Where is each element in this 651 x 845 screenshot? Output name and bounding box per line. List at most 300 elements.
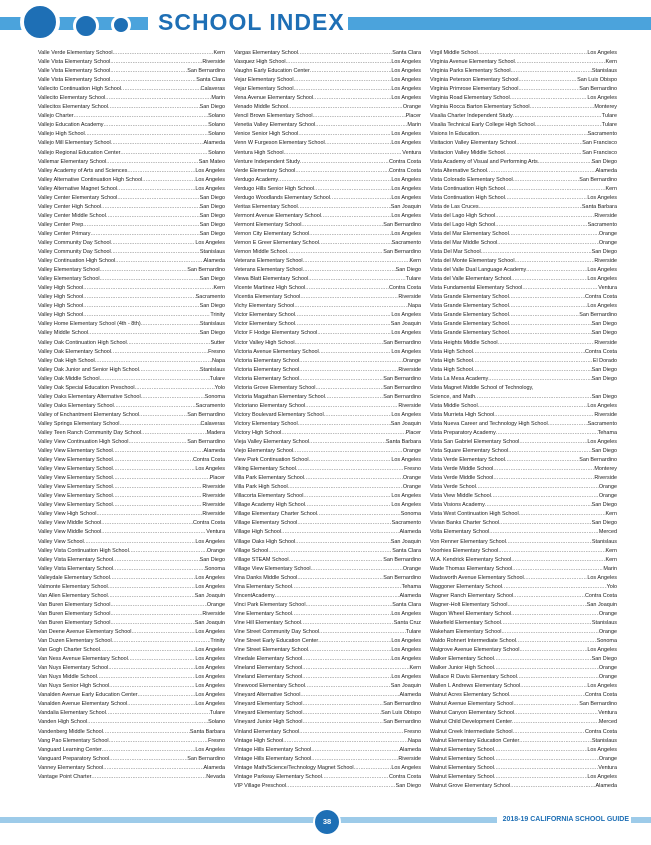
school-name: Vinci Park Elementary School (234, 601, 306, 608)
county-name: Marin (603, 565, 617, 572)
county-name: San Bernardino (383, 339, 421, 346)
index-entry (430, 158, 617, 167)
school-name: Vallejo Education Academy (38, 122, 104, 129)
school-name: Van Nuys Senior High School (38, 683, 110, 690)
dot-leader (108, 583, 196, 592)
county-name: San Francisco (582, 140, 617, 147)
dot-leader (324, 411, 392, 420)
dot-leader (315, 121, 407, 130)
index-entry (430, 103, 617, 112)
school-name: Vina Elementary School (234, 583, 292, 590)
dot-leader (498, 339, 595, 348)
county-name: Alameda (595, 167, 617, 174)
county-name: Los Angeles (391, 140, 421, 147)
school-name: Village High School (234, 529, 282, 536)
county-name: Kern (605, 185, 617, 192)
index-entry (38, 139, 225, 148)
dot-leader (538, 158, 592, 167)
dot-leader (494, 773, 587, 782)
county-name: Riverside (202, 484, 225, 491)
index-entry (234, 130, 421, 139)
header-dot-large (20, 2, 60, 42)
dot-leader (501, 628, 598, 637)
index-entry (430, 565, 617, 574)
county-name: Orange (598, 610, 617, 617)
dot-leader (109, 755, 187, 764)
school-name: Village Elementary Charter School (234, 511, 318, 518)
dot-leader (519, 438, 587, 447)
index-entry (430, 438, 617, 447)
index-entry (430, 646, 617, 655)
county-name: Tehama (401, 583, 421, 590)
county-name: San Diego (199, 203, 225, 210)
dot-leader (489, 528, 599, 537)
dot-leader (288, 103, 403, 112)
county-name: San Bernardino (383, 719, 421, 726)
county-name: Riverside (398, 294, 421, 301)
school-name: Walnut Avenue Elementary School (430, 701, 514, 708)
school-name: Vista del Valle Dual Language Academy (430, 267, 527, 274)
county-name: Merced (598, 529, 617, 536)
county-name: Los Angeles (195, 701, 225, 708)
school-name: Vermont Avenue Elementary School (234, 212, 321, 219)
school-name: Village STEAM School (234, 556, 289, 563)
school-name: Walnut Elementary School (430, 764, 494, 771)
county-name: Sonoma (596, 638, 617, 645)
dot-leader (299, 357, 403, 366)
school-name: Valley Center Primary (38, 230, 91, 237)
school-name: Vintage Parkway Elementary School (234, 773, 322, 780)
county-name: Riverside (594, 411, 617, 418)
school-name: Vallecito Elementary School (38, 95, 106, 102)
school-name: Vineyard Elementary School (234, 710, 303, 717)
county-name: San Joaquin (390, 683, 421, 690)
school-name: Vista Grande Elementary School (430, 294, 509, 301)
index-entry (430, 709, 617, 718)
county-name: Alameda (203, 448, 225, 455)
county-name: Tulare (601, 113, 617, 120)
header-dot-medium (73, 13, 99, 39)
county-name: Contra Costa (192, 457, 225, 464)
dot-leader (303, 492, 391, 501)
school-name: Virginia Avenue Elementary School (430, 59, 515, 66)
county-name: Los Angeles (587, 267, 617, 274)
dot-leader (513, 728, 585, 737)
index-entry (430, 501, 617, 510)
dot-leader (303, 718, 384, 727)
school-name: Vine Hill Elementary School (234, 619, 301, 626)
dot-leader (113, 492, 203, 501)
dot-leader (110, 610, 202, 619)
dot-leader (311, 746, 399, 755)
dot-leader (298, 49, 392, 58)
dot-leader (115, 257, 203, 266)
county-name: Santa Clara (392, 50, 421, 56)
index-entry (430, 94, 617, 103)
county-name: San Bernardino (187, 411, 225, 418)
index-entry (38, 402, 225, 411)
dot-leader (513, 176, 579, 185)
dot-leader (476, 483, 599, 492)
county-name: Kern (213, 50, 225, 56)
county-name: Santa Clara (392, 601, 421, 608)
county-name: Riverside (202, 502, 225, 509)
county-name: Alameda (595, 782, 617, 789)
index-entry (430, 655, 617, 664)
school-name: Vallejo Charter (38, 113, 74, 120)
index-entry (430, 339, 617, 348)
dot-leader (300, 293, 398, 302)
county-name: Los Angeles (195, 574, 225, 581)
school-name: Vista Square Elementary School (430, 448, 509, 455)
county-name: San Joaquin (390, 203, 421, 210)
index-entry (234, 565, 421, 574)
index-entry (234, 185, 421, 194)
county-name: San Diego (395, 782, 421, 789)
school-name: Vinland Elementary School (234, 728, 300, 735)
dot-leader (496, 429, 598, 438)
dot-leader (295, 167, 389, 176)
dot-leader (108, 592, 195, 601)
dot-leader (295, 339, 384, 348)
county-name: Monterey (594, 466, 617, 473)
dot-leader (303, 257, 410, 266)
county-name: San Francisco (582, 149, 617, 156)
header-dot-small (111, 15, 131, 35)
school-name: Walnut Elementary School (430, 746, 494, 753)
index-entry (430, 483, 617, 492)
county-name: Alameda (399, 746, 421, 753)
dot-leader (295, 311, 391, 320)
dot-leader (509, 302, 588, 311)
county-name: Riverside (202, 511, 225, 518)
school-name: Ventura High School (234, 149, 284, 156)
index-entry (38, 700, 225, 709)
school-name: Visitacion Valley Elementary School (430, 140, 517, 147)
index-entry (430, 718, 617, 727)
county-name: Los Angeles (391, 348, 421, 355)
index-entry (38, 212, 225, 221)
dot-leader (305, 682, 391, 691)
school-name: Waldo Rohnert Intermediate School (430, 638, 516, 645)
index-entry (234, 538, 421, 547)
county-name: Los Angeles (391, 212, 421, 219)
county-name: Los Angeles (391, 656, 421, 663)
index-entry (234, 76, 421, 85)
school-name: Vine Street Early Education Center (234, 638, 319, 645)
index-entry (234, 339, 421, 348)
county-name: Stanislaus (591, 538, 617, 545)
school-name: Wagner Ranch Elementary School (430, 592, 514, 599)
dot-leader (511, 610, 599, 619)
index-entry (38, 121, 225, 130)
county-name: Kern (605, 547, 617, 554)
dot-leader (113, 474, 210, 483)
dot-leader (548, 420, 588, 429)
index-entry (430, 375, 617, 384)
index-entry (430, 167, 617, 176)
county-name: Riverside (594, 339, 617, 346)
dot-leader (509, 320, 592, 329)
index-entry (38, 438, 225, 447)
school-name: Wakeham Elementary School (430, 629, 502, 635)
index-entry (430, 474, 617, 483)
county-name: San Diego (199, 221, 225, 228)
dot-leader (505, 456, 579, 465)
school-name: Vang Pao Elementary School (38, 737, 109, 744)
index-entry (38, 167, 225, 176)
school-name: Virginia Parks Elementary School (430, 68, 511, 75)
index-entry (234, 284, 421, 293)
school-name: Van Nuys Middle School (38, 674, 97, 681)
dot-leader (286, 782, 396, 791)
index-entry (38, 465, 225, 474)
index-entry (38, 103, 225, 112)
county-name: San Joaquin (390, 321, 421, 328)
school-name: Visitacion Valley Middle School (430, 149, 505, 156)
dot-leader (473, 357, 593, 366)
county-name: Sacramento (587, 131, 617, 138)
index-entry (234, 103, 421, 112)
dot-leader (141, 320, 200, 329)
school-name: Vine Street Elementary School (234, 647, 308, 654)
school-name: Veritas Elementary School (234, 203, 298, 210)
county-name: Los Angeles (195, 692, 225, 699)
county-name: San Diego (199, 303, 225, 310)
school-name: Valmonte Elementary School (38, 583, 108, 590)
index-entry (430, 284, 617, 293)
dot-leader (106, 212, 200, 221)
dot-leader (491, 492, 599, 501)
county-name: Solano (208, 113, 225, 120)
school-name: Vallecitos Elementary School (38, 104, 109, 111)
dot-leader (305, 402, 398, 411)
index-entry (430, 628, 617, 637)
dot-leader (121, 85, 200, 94)
index-entry (430, 556, 617, 565)
school-name: Valley Oak Continuation High School (38, 339, 127, 346)
dot-leader (509, 691, 585, 700)
school-name: Valley View Elementary School (38, 493, 113, 500)
county-name: San Diego (199, 212, 225, 219)
dot-leader (316, 384, 384, 393)
dot-leader (513, 700, 579, 709)
dot-leader (519, 737, 592, 746)
dot-leader (487, 167, 596, 176)
index-entry (430, 746, 617, 755)
dot-leader (113, 465, 196, 474)
school-name: Village View Elementary School (234, 565, 311, 572)
county-name: Fresno (404, 728, 421, 735)
county-name: Los Angeles (587, 647, 617, 654)
county-name: Placer (405, 429, 421, 436)
county-name: Marin (407, 122, 421, 129)
county-name: San Diego (591, 393, 617, 400)
school-name: Victory Boulevard Elementary School (234, 411, 324, 418)
index-entry (38, 284, 225, 293)
dot-leader (511, 275, 587, 284)
dot-leader (505, 185, 606, 194)
index-entry (430, 682, 617, 691)
school-name: Valley Oaks Elementary Alternative School (38, 393, 141, 400)
dot-leader (295, 320, 391, 329)
county-name: Alameda (203, 764, 225, 771)
dot-leader (481, 248, 592, 257)
school-name: Vista Grande Elementary School (430, 330, 509, 337)
index-column-3 (430, 49, 617, 791)
school-name: Valley Elementary School (38, 276, 100, 283)
dot-leader (519, 510, 606, 519)
index-entry (38, 293, 225, 302)
county-name: Fresno (208, 737, 225, 744)
index-entry (234, 592, 421, 601)
county-name: Orange (402, 357, 421, 364)
school-name: Village School (234, 547, 269, 554)
county-name: San Diego (591, 502, 617, 509)
dot-leader (278, 176, 391, 185)
county-name: Yolo (606, 583, 617, 590)
index-entry (430, 203, 617, 212)
dot-leader (473, 348, 585, 357)
dot-leader (109, 737, 208, 746)
county-name: San Diego (591, 366, 617, 373)
county-name: Orange (598, 665, 617, 672)
dot-leader (319, 239, 392, 248)
school-name: Valley Oak High School (38, 357, 95, 364)
index-entry (430, 176, 617, 185)
county-name: Stanislaus (199, 366, 225, 373)
index-entry (38, 49, 225, 58)
school-name: Verdugo Academy (234, 176, 279, 183)
index-entry (430, 547, 617, 556)
county-name: Tulare (405, 276, 421, 283)
school-name: Venice Senior High School (234, 131, 299, 138)
dot-leader (495, 221, 587, 230)
county-name: Tulare (209, 375, 225, 382)
index-entry (430, 293, 617, 302)
school-name: Vista Verde School (430, 484, 476, 491)
county-name: Orange (402, 565, 421, 572)
county-name: Sonoma (204, 393, 225, 400)
index-entry (234, 547, 421, 556)
dot-leader (101, 203, 200, 212)
school-name: Vina Danks Middle School (234, 574, 298, 581)
school-name: Volta Elementary School (430, 529, 490, 536)
dot-leader (301, 221, 383, 230)
county-name: Placer (405, 113, 421, 120)
dot-leader (512, 565, 603, 574)
county-name: San Diego (591, 520, 617, 527)
index-entry (38, 664, 225, 673)
dot-leader (515, 257, 595, 266)
index-entry (430, 76, 617, 85)
index-entry (38, 746, 225, 755)
dot-leader (305, 501, 391, 510)
county-name: Stanislaus (199, 249, 225, 256)
school-name: Vinedale Elementary School (234, 656, 303, 663)
school-name: View Park Continuation School (234, 457, 309, 464)
school-name: Virgil Middle School (430, 50, 478, 56)
school-name: Victoria Avenue Elementary School (234, 348, 319, 355)
school-name: Vista West Continuation High School (430, 511, 519, 518)
dot-leader (311, 565, 403, 574)
index-entry (234, 755, 421, 764)
school-name: Vista Continuation High School (430, 185, 505, 192)
school-name: Valley Oak Junior and Senior High School (38, 366, 139, 373)
index-entry (234, 384, 421, 393)
county-name: Los Angeles (391, 185, 421, 192)
dot-leader (505, 149, 582, 158)
school-name: Visalia Technical Early College High School (430, 122, 535, 129)
school-name: Vandenberg Middle School (38, 728, 103, 735)
county-name: Solano (208, 149, 225, 156)
school-name: Vallemar Elementary School (38, 158, 107, 165)
county-name: Contra Costa (192, 520, 225, 527)
index-entry (234, 501, 421, 510)
index-entry (430, 528, 617, 537)
school-name: Waggoner Elementary School (430, 583, 503, 590)
index-entry (234, 782, 421, 791)
county-name: Riverside (594, 212, 617, 219)
index-entry (430, 610, 617, 619)
dot-leader (485, 501, 592, 510)
county-name: Orange (402, 104, 421, 111)
county-name: Orange (598, 674, 617, 681)
county-name: Los Angeles (391, 59, 421, 66)
dot-leader (283, 737, 408, 746)
index-entry (234, 673, 421, 682)
school-name: Valley Alternative Continuation High School (38, 176, 143, 183)
dot-leader (494, 411, 594, 420)
index-entry (38, 538, 225, 547)
school-name: Victoria Magathan Elementary School (234, 393, 325, 400)
county-name: Contra Costa (584, 348, 617, 355)
school-name: Villacorta Elementary School (234, 493, 304, 500)
school-name: Village Elementary School (234, 520, 298, 527)
county-name: Los Angeles (391, 131, 421, 138)
dot-leader (299, 366, 398, 375)
school-name: Vineyard Alternative School (234, 692, 301, 699)
dot-leader (103, 728, 190, 737)
school-name: Viking Elementary School (234, 466, 296, 473)
dot-leader (510, 94, 588, 103)
county-name: San Diego (199, 230, 225, 237)
school-name: Vista Alternative School (430, 167, 488, 174)
dot-leader (100, 646, 195, 655)
school-name: Voorhies Elementary School (430, 547, 499, 554)
index-entry (234, 393, 421, 402)
county-name: Los Angeles (391, 411, 421, 418)
county-name: San Bernardino (383, 556, 421, 563)
index-entry (430, 619, 617, 628)
county-name: Santa Barbara (189, 728, 225, 735)
school-name: Vallejo High School (38, 131, 85, 138)
school-name: Vanguard Learning Center (38, 746, 102, 753)
county-name: Riverside (398, 755, 421, 762)
school-name: Veterans Elementary School (234, 258, 303, 265)
index-entry (234, 112, 421, 121)
school-name: Vallejo Regional Education Center (38, 149, 121, 156)
school-name: Vargas Elementary School (234, 50, 298, 56)
county-name: Contra Costa (388, 285, 421, 292)
county-name: San Diego (591, 448, 617, 455)
dot-leader (478, 402, 588, 411)
school-name: Walnut Grove Elementary School (430, 782, 511, 789)
county-name: Tulare (601, 122, 617, 129)
school-name: Walnut Child Development Center (430, 719, 513, 726)
school-name: Walker Junior High School (430, 665, 494, 672)
index-entry (234, 728, 421, 737)
